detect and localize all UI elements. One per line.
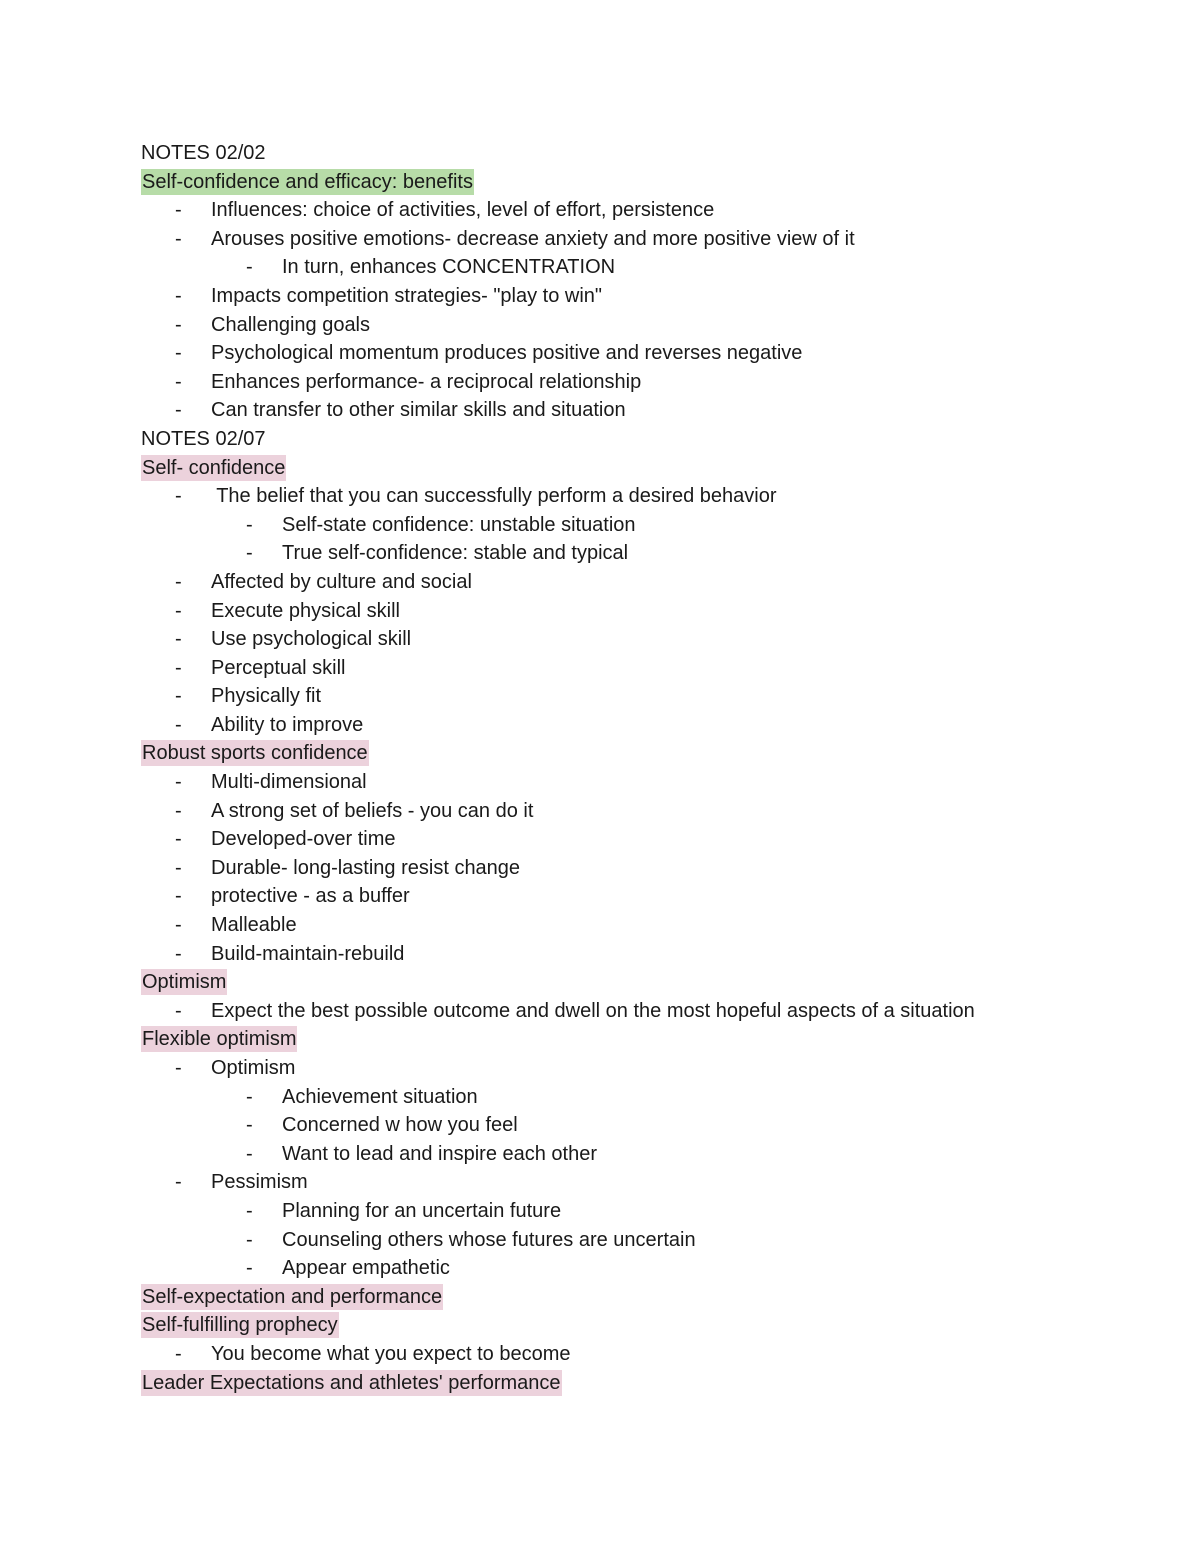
sub-list-item [141,1140,1141,1169]
section-heading-self-confidence: Self- confidence [142,456,286,479]
list-item-text: Impacts competition strategies- "play to win" [211,284,603,307]
section-heading-optimism: Optimism [142,971,227,994]
list-item [141,654,1141,683]
list-item-text: Execute physical skill [211,599,400,622]
list-item-text: Challenging goals [211,313,371,336]
bullet-dash: - [175,828,182,851]
bullet-dash: - [175,914,182,937]
bullet-dash: - [175,599,182,622]
list-item-text: Expect the best possible outcome and dwell on the most hopeful aspects of a situation [211,999,975,1022]
bullet-dash: - [175,284,182,307]
bullet-dash: - [175,1057,182,1079]
list-item-text: Enhances performance- a reciprocal relationship [211,370,642,393]
list-item [141,882,1141,911]
list-item [141,825,1141,854]
list-item-text: Self-state confidence: unstable situation [282,513,636,536]
list-item [141,597,1141,626]
section-heading-self-fulfilling-prophecy: Self-fulfilling prophecy [142,1314,338,1337]
sub-list-item [141,1111,1141,1140]
bullet-dash: - [175,399,182,422]
list-item-text: Arouses positive emotions- decrease anxiety and more positive view of it [211,227,855,250]
list-item [141,797,1141,826]
list-item-text: Influences: choice of activities, level of effort, persistence [211,199,715,222]
list-item-text: Counseling others whose futures are uncertain [282,1228,696,1251]
bullet-dash: - [246,1085,253,1108]
list-item [141,396,1141,425]
notes-title-0207: NOTES 02/07 [141,427,266,450]
bullet-dash: - [175,856,182,879]
list-item [141,1340,1141,1369]
list-item [141,682,1141,711]
sub-list-item [141,511,1141,540]
bullet-dash: - [175,342,182,365]
list-item [141,1168,1141,1197]
list-item [141,368,1141,397]
sub-list-item [141,1254,1141,1283]
list-item [141,997,1141,1026]
bullet-dash: - [246,1199,253,1222]
bullet-dash: - [246,513,253,536]
list-item-text: Psychological momentum produces positive and reverses negative [211,342,803,365]
sub-list-item [141,1226,1141,1255]
bullet-dash: - [246,1114,253,1137]
section-heading-robust-confidence: Robust sports confidence [142,742,368,765]
bullet-dash: - [175,885,182,908]
list-item-text: Appear empathetic [282,1257,450,1280]
list-item-text: Durable- long-lasting resist change [211,856,521,879]
list-item-text: Developed-over time [211,828,396,851]
list-item-text: Achievement situation [282,1085,478,1108]
list-item [141,282,1141,311]
bullet-dash: - [246,256,253,279]
list-item [141,625,1141,654]
bullet-dash: - [175,771,182,794]
list-item-text: You become what you expect to become [211,1342,571,1365]
bullet-dash: - [246,1257,253,1280]
list-item [141,311,1141,340]
sub-list-item [141,253,1141,282]
list-item-text: Can transfer to other similar skills and situation [211,399,626,422]
bullet-dash: - [175,1171,182,1194]
list-item [141,768,1141,797]
list-item-text: Perceptual skill [211,656,346,679]
bullet-dash: - [175,370,182,393]
bullet-dash: - [175,799,182,822]
bullet-dash: - [175,485,182,508]
list-item-text: Pessimism [211,1171,308,1194]
list-item-text: Physically fit [211,685,322,708]
list-item [141,196,1141,225]
list-item [141,940,1141,969]
list-item-text: Concerned w how you feel [282,1114,518,1137]
section-heading-flexible-optimism: Flexible optimism [142,1028,297,1051]
list-item-text: In turn, enhances CONCENTRATION [282,256,616,279]
sub-list-item [141,539,1141,568]
list-item-text: True self-confidence: stable and typical [282,542,629,565]
bullet-dash: - [175,227,182,250]
list-item-text: The belief that you can successfully perform a desired behavior [211,485,777,508]
list-item-text: Ability to improve [211,713,364,736]
bullet-dash: - [246,542,253,565]
sub-list-item [141,1083,1141,1112]
list-item-text: A strong set of beliefs - you can do it [211,799,534,822]
list-item-text: Planning for an uncertain future [282,1199,562,1222]
bullet-dash: - [175,713,182,736]
bullet-dash: - [175,656,182,679]
list-item [141,339,1141,368]
list-item-text: protective - as a buffer [211,885,410,908]
bullet-dash: - [175,199,182,222]
list-item-text: Use psychological skill [211,628,412,651]
bullet-dash: - [246,1228,253,1251]
list-item [141,711,1141,740]
section-heading-leader-expectations: Leader Expectations and athletes' performance [142,1371,561,1394]
list-item-text: Affected by culture and social [211,570,472,593]
list-item [141,225,1141,254]
bullet-dash: - [175,942,182,965]
bullet-dash: - [175,570,182,593]
sub-list-item [141,1197,1141,1226]
list-item-text: Optimism [211,1057,296,1079]
bullet-dash: - [175,685,182,708]
list-item-text: Multi-dimensional [211,771,367,794]
list-item [141,911,1141,940]
list-item-text: Build-maintain-rebuild [211,942,405,965]
list-item [141,1054,1141,1083]
list-item [141,568,1141,597]
section-heading-benefits: Self-confidence and efficacy: benefits [142,170,473,193]
bullet-dash: - [246,1142,253,1165]
bullet-dash: - [175,628,182,651]
notes-title-0202: NOTES 02/02 [141,142,266,164]
bullet-dash: - [175,999,182,1022]
list-item [141,854,1141,883]
document-body [141,139,1141,1397]
bullet-dash: - [175,1342,182,1365]
list-item-text: Want to lead and inspire each other [282,1142,598,1165]
section-heading-self-expectation: Self-expectation and performance [142,1285,443,1308]
bullet-dash: - [175,313,182,336]
list-item [141,482,1141,511]
list-item-text: Malleable [211,914,297,937]
